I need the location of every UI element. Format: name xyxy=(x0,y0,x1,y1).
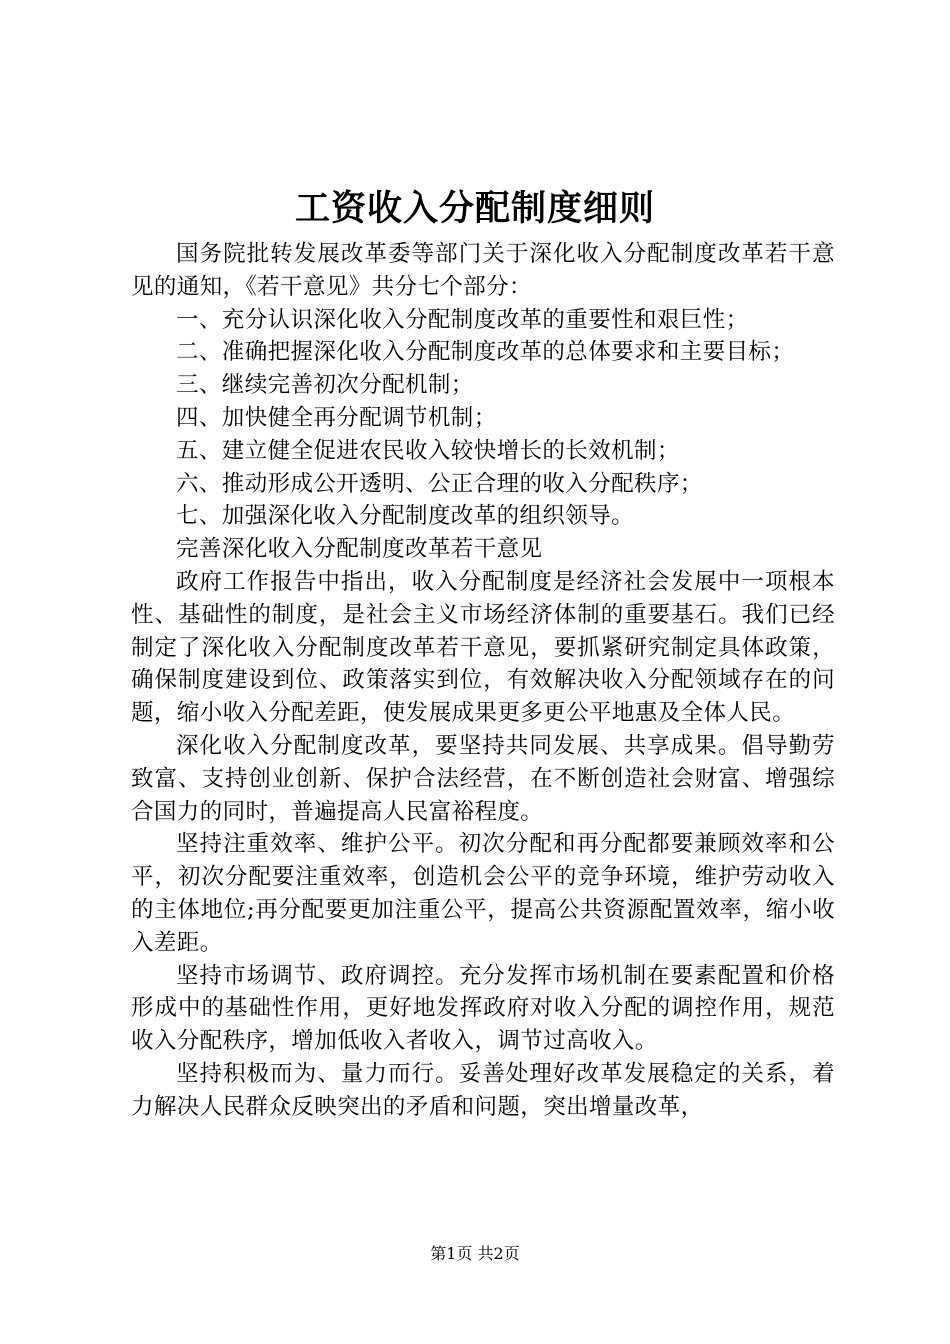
paragraph: 坚持市场调节、政府调控。充分发挥市场机制在要素配置和价格形成中的基础性作用，更好地发挥政府对收入分配的调控作用，规范收入分配秩序，增加低收入者收入，调节过高收入。 xyxy=(131,962,835,1055)
paragraph: 深化收入分配制度改革，要坚持共同发展、共享成果。倡导勤劳致富、支持创业创新、保护合法经营，在不断创造社会财富、增强综合国力的同时，普遍提高人民富裕程度。 xyxy=(131,732,835,825)
paragraph: 国务院批转发展改革委等部门关于深化收入分配制度改革若干意见的通知，《若干意见》共分七个部分： xyxy=(131,241,835,300)
page-footer: 第1页 共2页 xyxy=(430,1244,520,1263)
paragraph: 六、推动形成公开透明、公正合理的收入分配秩序； xyxy=(176,470,703,497)
paragraph: 一、充分认识深化收入分配制度改革的重要性和艰巨性； xyxy=(176,306,749,333)
paragraph: 三、继续完善初次分配机制； xyxy=(176,372,474,399)
paragraph: 二、准确把握深化收入分配制度改革的总体要求和主要目标； xyxy=(176,339,795,366)
paragraph: 五、建立健全促进农民收入较快增长的长效机制； xyxy=(176,437,680,464)
paragraph: 政府工作报告中指出，收入分配制度是经济社会发展中一项根本性、基础性的制度，是社会主义市场经济体制的重要基石。我们已经制定了深化收入分配制度改革若干意见，要抓紧研究制定具体政策，确保制度建设到位、政策落实到位，有效解决收入分配领域存在的问题，缩小收入分配差距，使发展成果更多更公平地惠及全体人民。 xyxy=(131,568,835,727)
paragraph: 完善深化收入分配制度改革若干意见 xyxy=(176,536,543,563)
paragraph: 坚持注重效率、维护公平。初次分配和再分配都要兼顾效率和公平，初次分配要注重效率，创造机会公平的竞争环境，维护劳动收入的主体地位;再分配要更加注重公平，提高公共资源配置效率，缩小收入差距。 xyxy=(131,831,835,956)
document-title: 工资收入分配制度细则 xyxy=(294,188,655,229)
paragraph: 四、加快健全再分配调节机制； xyxy=(176,404,497,431)
paragraph: 七、加强深化收入分配制度改革的组织领导。 xyxy=(176,503,635,530)
document-body xyxy=(131,238,835,1124)
paragraph: 坚持积极而为、量力而行。妥善处理好改革发展稳定的关系，着力解决人民群众反映突出的矛盾和问题，突出增量改革， xyxy=(131,1060,835,1120)
